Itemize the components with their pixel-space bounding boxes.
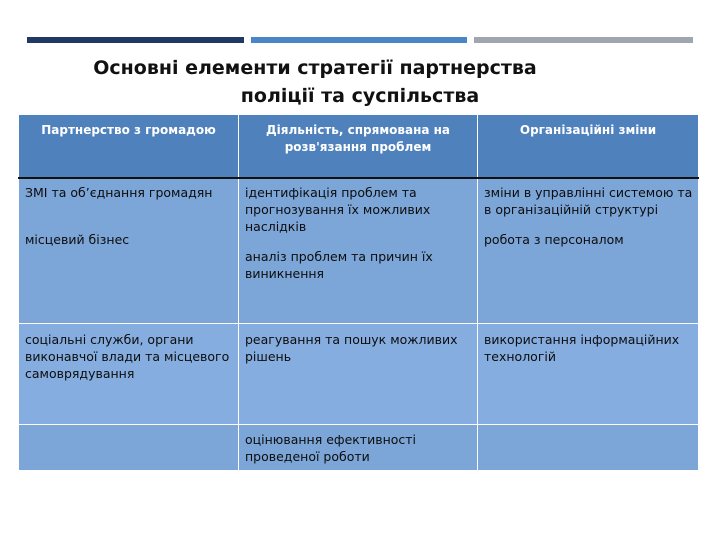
table-row xyxy=(19,324,699,425)
header-community-partnership: Партнерство з громадою xyxy=(19,115,239,179)
cell-text: робота з персоналом xyxy=(484,232,624,247)
table-cell: оцінювання ефективності проведеної роботи xyxy=(239,425,478,471)
strategy-table xyxy=(18,114,699,471)
accent-bar-gray xyxy=(474,37,693,43)
cell-text: зміни в управлінні системою та в організаційній структурі xyxy=(484,185,693,217)
accent-bar-blue xyxy=(251,37,467,43)
table-row xyxy=(19,425,699,471)
table-cell xyxy=(478,178,699,324)
table-cell: використання інформаційних технологій xyxy=(478,324,699,425)
table-cell xyxy=(19,425,239,471)
cell-text: місцевий бізнес xyxy=(25,232,130,247)
table-cell: соціальні служби, органи виконавчої влади та місцевого самоврядування xyxy=(19,324,239,425)
header-problem-solving: Діяльність, спрямована на розв'язання проблем xyxy=(239,115,478,179)
header-organizational-changes: Організаційні зміни xyxy=(478,115,699,179)
slide-title xyxy=(60,54,660,110)
table-cell xyxy=(478,425,699,471)
slide-title-line-2: поліції та суспільства xyxy=(240,85,480,107)
table-row xyxy=(19,178,699,324)
cell-text: ЗМІ та об’єднання громадян xyxy=(25,185,213,200)
table-cell: реагування та пошук можливих рішень xyxy=(239,324,478,425)
slide-title-line-1: Основні елементи стратегії партнерства xyxy=(93,57,537,79)
strategy-table-container xyxy=(18,114,698,471)
cell-text: аналіз проблем та причин їх виникнення xyxy=(245,249,433,281)
table-cell xyxy=(239,178,478,324)
cell-text: ідентифікація проблем та прогнозування їх можливих наслідків xyxy=(245,185,431,234)
table-cell xyxy=(19,178,239,324)
table-header-row xyxy=(19,115,699,179)
accent-bar-dark xyxy=(27,37,244,43)
